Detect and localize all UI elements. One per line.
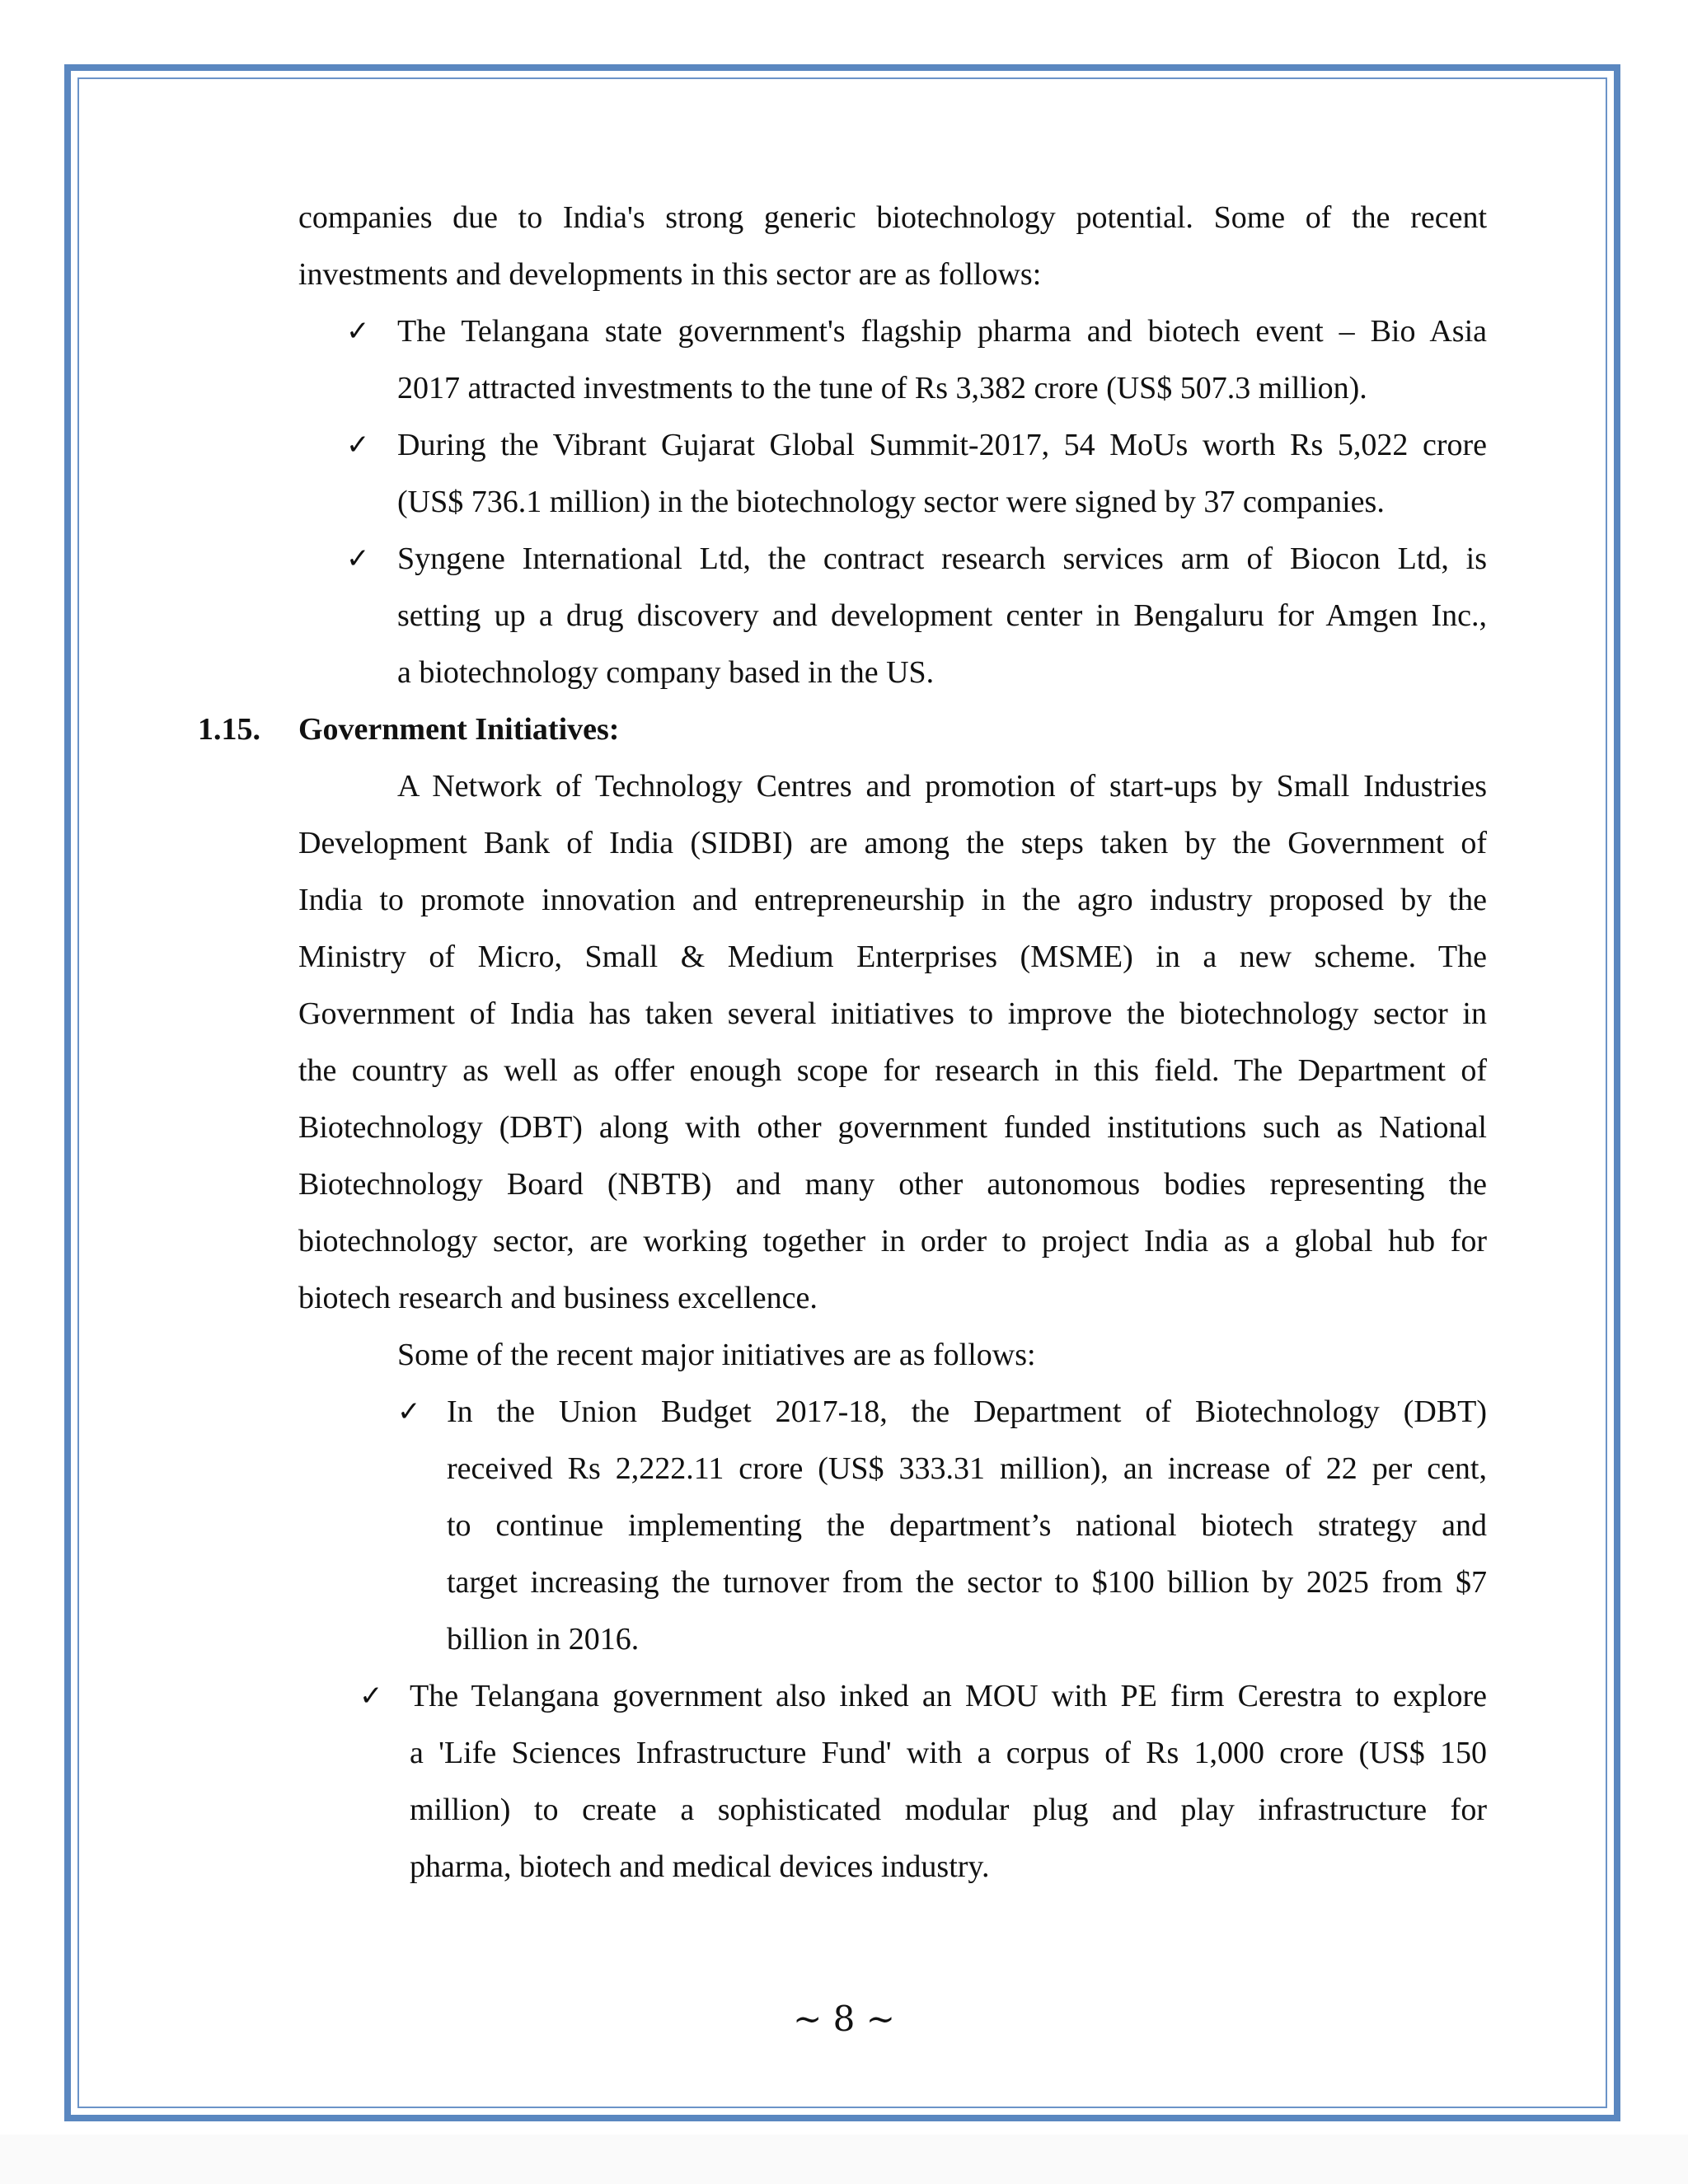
paragraph-line-6: the country as well as offer enough scope for research in this field. The Department of: [298, 1053, 1487, 1088]
investment-item-2-line-1: During the Vibrant Gujarat Global Summit-2017, 54 MoUs worth Rs 5,022 crore: [397, 428, 1487, 462]
intro-line-1: companies due to India's strong generic biotechnology potential. Some of the recent: [298, 200, 1487, 235]
paragraph-line-1: A Network of Technology Centres and promotion of start-ups by Small Industries: [397, 769, 1487, 804]
investment-item-3-line-1: Syngene International Ltd, the contract research services arm of Biocon Ltd, is: [397, 541, 1487, 576]
initiative-item-2-line-1: The Telangana government also inked an MOU with PE firm Cerestra to explore: [410, 1679, 1487, 1713]
initiative-item-1-line-4: target increasing the turnover from the sector to $100 billion by 2025 from $7: [447, 1565, 1487, 1600]
initiative-item-2-line-2: a 'Life Sciences Infrastructure Fund' with a corpus of Rs 1,000 crore (US$ 150: [410, 1736, 1487, 1770]
paragraph-line-10: biotech research and business excellence.: [298, 1281, 818, 1315]
paragraph-line-9: biotechnology sector, are working together in order to project India as a global hub for: [298, 1224, 1487, 1258]
paragraph-line-7: Biotechnology (DBT) along with other government funded institutions such as National: [298, 1110, 1487, 1145]
initiative-item-1-line-2: received Rs 2,222.11 crore (US$ 333.31 million), an increase of 22 per cent,: [447, 1451, 1487, 1486]
investment-item-3-line-3: a biotechnology company based in the US.: [397, 655, 935, 690]
initiatives-intro: Some of the recent major initiatives are as follows:: [397, 1338, 1036, 1372]
initiative-item-1-line-3: to continue implementing the department’s national biotech strategy and: [447, 1508, 1487, 1543]
section-number: 1.15.: [198, 712, 260, 747]
initiative-item-2-line-4: pharma, biotech and medical devices industry.: [410, 1849, 990, 1884]
checkmark-icon: ✓: [346, 542, 370, 575]
investment-item-3-line-2: setting up a drug discovery and development center in Bengaluru for Amgen Inc.,: [397, 598, 1487, 633]
intro-line-2: investments and developments in this sector are as follows:: [298, 257, 1042, 292]
paragraph-line-3: India to promote innovation and entrepreneurship in the agro industry proposed by the: [298, 883, 1487, 917]
page-bottom-strip: [0, 2135, 1688, 2184]
initiative-item-2-line-3: million) to create a sophisticated modular plug and play infrastructure for: [410, 1793, 1487, 1827]
page-number: ~ 8 ~: [793, 1999, 895, 2039]
investment-item-1-line-1: The Telangana state government's flagship pharma and biotech event – Bio Asia: [397, 314, 1487, 349]
checkmark-icon: ✓: [397, 1395, 421, 1428]
initiative-item-1-line-1: In the Union Budget 2017-18, the Department of Biotechnology (DBT): [447, 1394, 1487, 1429]
initiative-item-1-line-5: billion in 2016.: [447, 1622, 640, 1657]
checkmark-icon: ✓: [346, 429, 370, 462]
paragraph-line-5: Government of India has taken several initiatives to improve the biotechnology sector in: [298, 996, 1487, 1031]
paragraph-line-4: Ministry of Micro, Small & Medium Enterprises (MSME) in a new scheme. The: [298, 940, 1487, 974]
paragraph-line-2: Development Bank of India (SIDBI) are among the steps taken by the Government of: [298, 826, 1487, 860]
section-title: Government Initiatives:: [298, 712, 620, 747]
checkmark-icon: ✓: [346, 315, 370, 348]
investment-item-2-line-2: (US$ 736.1 million) in the biotechnology sector were signed by 37 companies.: [397, 485, 1385, 519]
checkmark-icon: ✓: [359, 1680, 383, 1713]
investment-item-1-line-2: 2017 attracted investments to the tune of Rs 3,382 crore (US$ 507.3 million).: [397, 371, 1367, 405]
paragraph-line-8: Biotechnology Board (NBTB) and many other autonomous bodies representing the: [298, 1167, 1487, 1202]
